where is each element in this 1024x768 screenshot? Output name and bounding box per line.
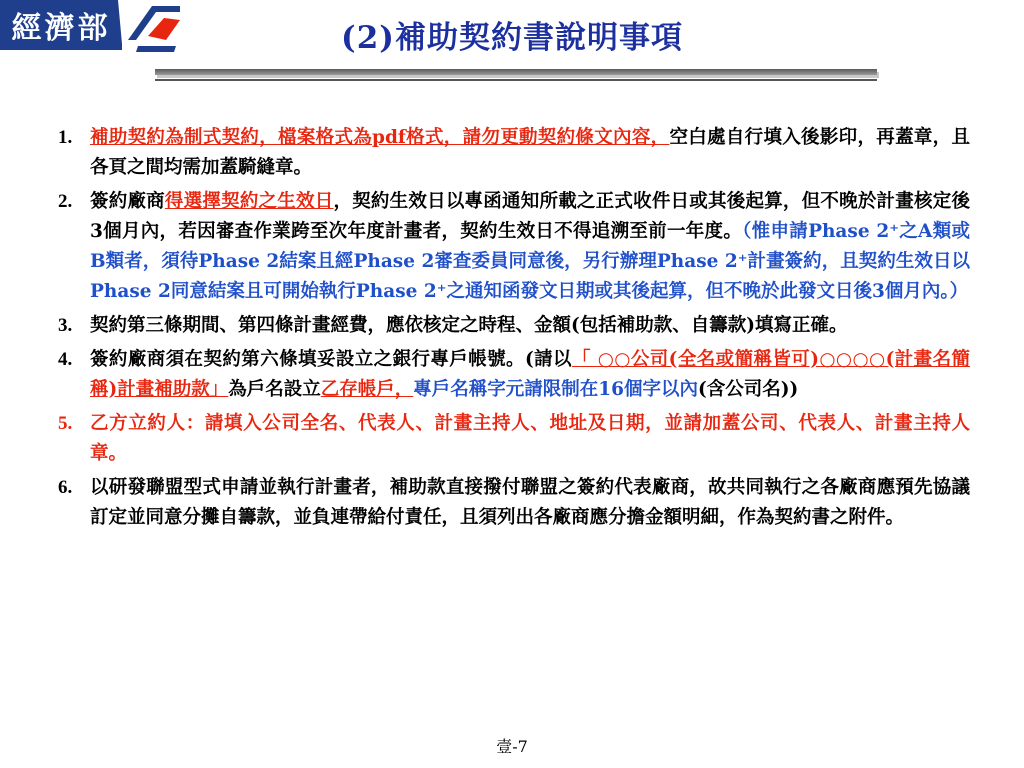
list-item bbox=[58, 345, 970, 405]
item-note-blue: （惟申請Phase 2⁺之A類或B類者，須待Phase 2結案且經Phase 2審查委員同意後，另行辦理Phase 2⁺計畫簽約，且契約生效日以Phase 2同意結案且可開始執行Phase 2⁺之通知函發文日期或其後起算，但不晚於此發文日後3個月內。） bbox=[90, 221, 970, 302]
item-text-segment: 空白處自行填入後影印，再蓋章，且各頁之間均需加蓋騎縫章。 bbox=[90, 127, 970, 178]
item-text-segment: 簽約廠商須在契約第六條填妥設立之銀行專戶帳號。(請以 bbox=[90, 349, 572, 370]
item-number: 2. bbox=[58, 191, 73, 212]
item-text: 乙方立約人：請填入公司全名、代表人、計畫主持人、地址及日期，並請加蓋公司、代表人、計畫主持人章。 bbox=[90, 413, 970, 464]
title-divider bbox=[155, 69, 877, 75]
item-highlight: 補助契約為制式契約，檔案格式為pdf格式，請勿更動契約條文內容， bbox=[90, 127, 670, 148]
item-number: 3. bbox=[58, 315, 73, 336]
item-number: 6. bbox=[58, 477, 73, 498]
notes-list bbox=[58, 123, 970, 537]
list-item bbox=[58, 311, 970, 341]
item-text bbox=[90, 123, 970, 183]
item-text: 契約第三條期間、第四條計畫經費，應依核定之時程、金額(包括補助款、自籌款)填寫正確。 bbox=[90, 315, 848, 336]
item-text-segment: 為戶名設立 bbox=[228, 379, 321, 400]
item-highlight: 「 ○○公司(全名或簡稱皆可)○○○○(計畫名簡稱)計畫補助款」 bbox=[90, 349, 970, 400]
title-divider-thin bbox=[155, 79, 877, 81]
item-number: 5. bbox=[58, 413, 73, 434]
page-title: (2)補助契約書說明事項 bbox=[341, 20, 683, 56]
item-text-segment: ，契約生效日以專函通知所載之正式收件日或其後起算，但不晚於計畫核定後3個月內，若因審查作業跨至次年度計畫者，契約生效日不得追溯至前一年度。 bbox=[90, 191, 970, 242]
item-highlight: 乙存帳戶， bbox=[320, 379, 414, 400]
list-item bbox=[58, 187, 970, 307]
item-text-segment: 簽約廠商 bbox=[90, 191, 165, 212]
item-number: 4. bbox=[58, 349, 73, 370]
item-text bbox=[90, 345, 970, 405]
item-note-blue: 專戶名稱字元請限制在16個字以內 bbox=[413, 379, 699, 400]
page-number: 壹-7 bbox=[496, 737, 528, 756]
item-highlight: 得選擇契約之生效日 bbox=[164, 191, 334, 212]
item-text-segment: (含公司名)) bbox=[698, 379, 799, 400]
list-item bbox=[58, 123, 970, 183]
item-text bbox=[90, 187, 970, 307]
list-item bbox=[58, 409, 970, 469]
list-item bbox=[58, 473, 970, 533]
ministry-logo-text: 經濟部 bbox=[11, 11, 111, 46]
item-number: 1. bbox=[58, 127, 73, 148]
item-text: 以研發聯盟型式申請並執行計畫者，補助款直接撥付聯盟之簽約代表廠商，故共同執行之各廠商應預先協議訂定並同意分攤自籌款，並負連帶給付責任，且須列出各廠商應分擔金額明細，作為契約書之附件。 bbox=[90, 477, 970, 528]
